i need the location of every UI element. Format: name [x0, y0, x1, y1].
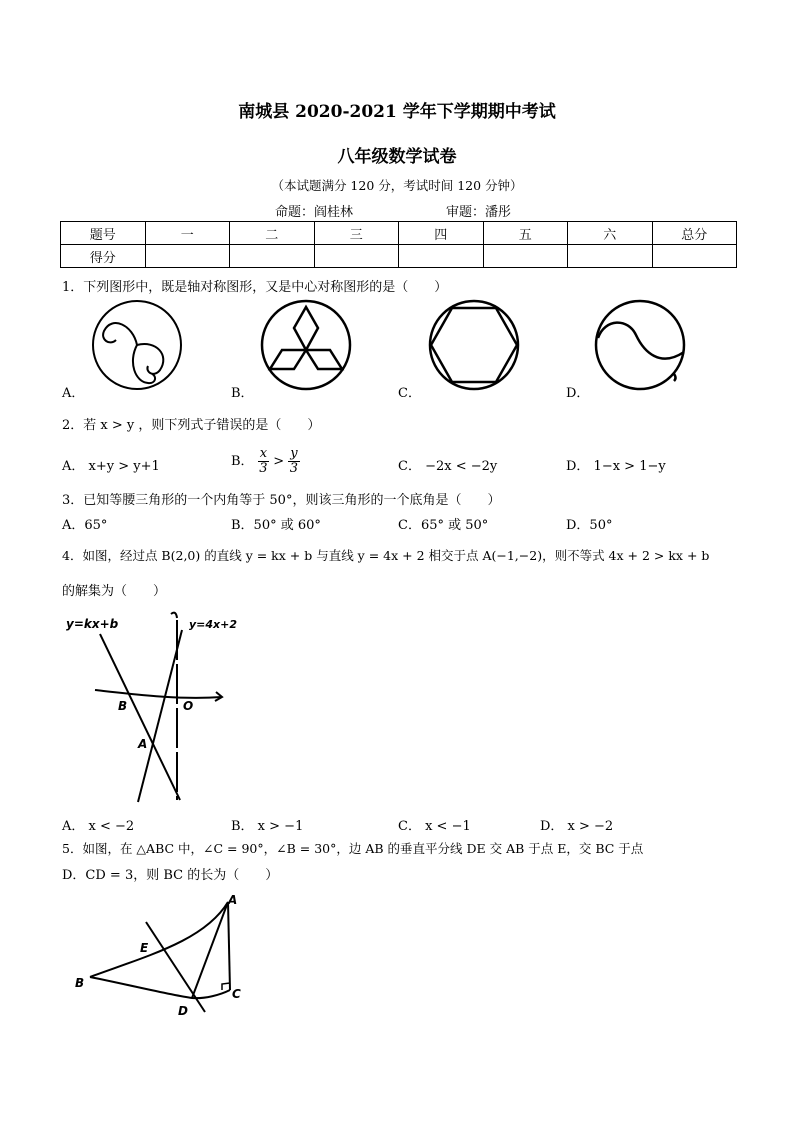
- q1-option-b[interactable]: B．: [231, 386, 254, 401]
- q5-label-b: B: [75, 976, 85, 990]
- score-table-cell: 四: [399, 222, 484, 245]
- score-table-cell: 五: [483, 222, 568, 245]
- q4-option-c[interactable]: C． x < −1: [398, 819, 471, 834]
- score-table-cell: 一: [145, 222, 230, 245]
- fraction-x-over-3: $\frac{x}{3}$: [259, 446, 268, 476]
- q4-label-4x-2: y=4x+2: [189, 618, 238, 631]
- fraction-y-over-3: $\frac{y}{3}$: [289, 446, 299, 476]
- q4-option-b[interactable]: B． x > −1: [231, 819, 304, 834]
- exam-title: 南城县 2020-2021 学年下学期期中考试: [238, 102, 556, 122]
- score-table-cell: 二: [230, 222, 315, 245]
- q4-label-o: O: [183, 699, 194, 713]
- score-table-cell: 题号: [61, 222, 146, 245]
- q4-option-a[interactable]: A． x < −2: [62, 819, 135, 834]
- q4-label-a: A: [138, 737, 148, 751]
- q5-side-bc: [90, 977, 230, 998]
- score-table-cell: 总分: [652, 222, 737, 245]
- q3-option-d[interactable]: D．50°: [566, 518, 613, 533]
- exam-author: 命题：阎桂林: [275, 205, 354, 220]
- q5-right-angle-mark: [222, 983, 230, 990]
- q3-option-b[interactable]: B．50° 或 60°: [231, 518, 321, 533]
- q2-option-a[interactable]: A． x+y > y+1: [62, 459, 160, 474]
- q4-stem-line1: 4．如图，经过点 B(2,0) 的直线 y = kx + b 与直线 y = 4x + 2 相交于点 A(−1,−2)，则不等式 4x + 2 > kx + b: [62, 548, 710, 563]
- q2-option-c[interactable]: C． −2x < −2y: [398, 459, 498, 474]
- score-table-cell: 六: [568, 222, 653, 245]
- q4-label-b: B: [118, 699, 128, 713]
- q2-option-d[interactable]: D． 1−x > 1−y: [566, 459, 666, 474]
- score-table-cell: 三: [314, 222, 399, 245]
- q5-label-d: D: [178, 1004, 188, 1018]
- q1-stem: 1．下列图形中，既是轴对称图形，又是中心对称图形的是（ ）: [62, 280, 448, 295]
- q4-label-kx-b: y=kx+b: [66, 617, 119, 631]
- q1-option-c[interactable]: C．: [398, 386, 421, 401]
- q3-stem: 3．已知等腰三角形的一个内角等于 50°，则该三角形的一个底角是（ ）: [62, 493, 501, 508]
- q5-side-ac: [228, 902, 230, 990]
- q1-option-a[interactable]: A．: [62, 386, 85, 401]
- q4-stem-line2: 的解集为（ ）: [62, 584, 167, 599]
- exam-subtitle: 八年级数学试卷: [337, 147, 457, 167]
- q5-label-e: E: [140, 941, 149, 955]
- q4-option-d[interactable]: D． x > −2: [540, 819, 614, 834]
- q5-line-de: [146, 922, 205, 1012]
- q2-stem: 2．若 x > y ，则下列式子错误的是（ ）: [62, 418, 321, 433]
- exam-reviewer: 审题：潘彤: [446, 205, 512, 220]
- q5-side-ab: [90, 902, 228, 977]
- q3-option-c[interactable]: C．65° 或 50°: [398, 518, 489, 533]
- q5-stem-line1: 5．如图，在 △ABC 中，∠C = 90°，∠B = 30°，边 AB 的垂直平分线 DE 交 AB 于点 E，交 BC 于点: [62, 841, 644, 856]
- q3-option-a[interactable]: A．65°: [62, 518, 108, 533]
- q2-option-b-label: B．: [231, 454, 254, 469]
- q5-stem-line2: D．CD = 3，则 BC 的长为（ ）: [62, 868, 279, 883]
- score-table-cell: 得分: [61, 245, 146, 268]
- q1-option-d[interactable]: D．: [566, 386, 590, 401]
- q5-label-a: A: [228, 893, 238, 907]
- q5-label-c: C: [232, 987, 241, 1001]
- exam-note: （本试题满分 120 分，考试时间 120 分钟）: [271, 178, 523, 193]
- greater-than-sign: >: [273, 454, 285, 469]
